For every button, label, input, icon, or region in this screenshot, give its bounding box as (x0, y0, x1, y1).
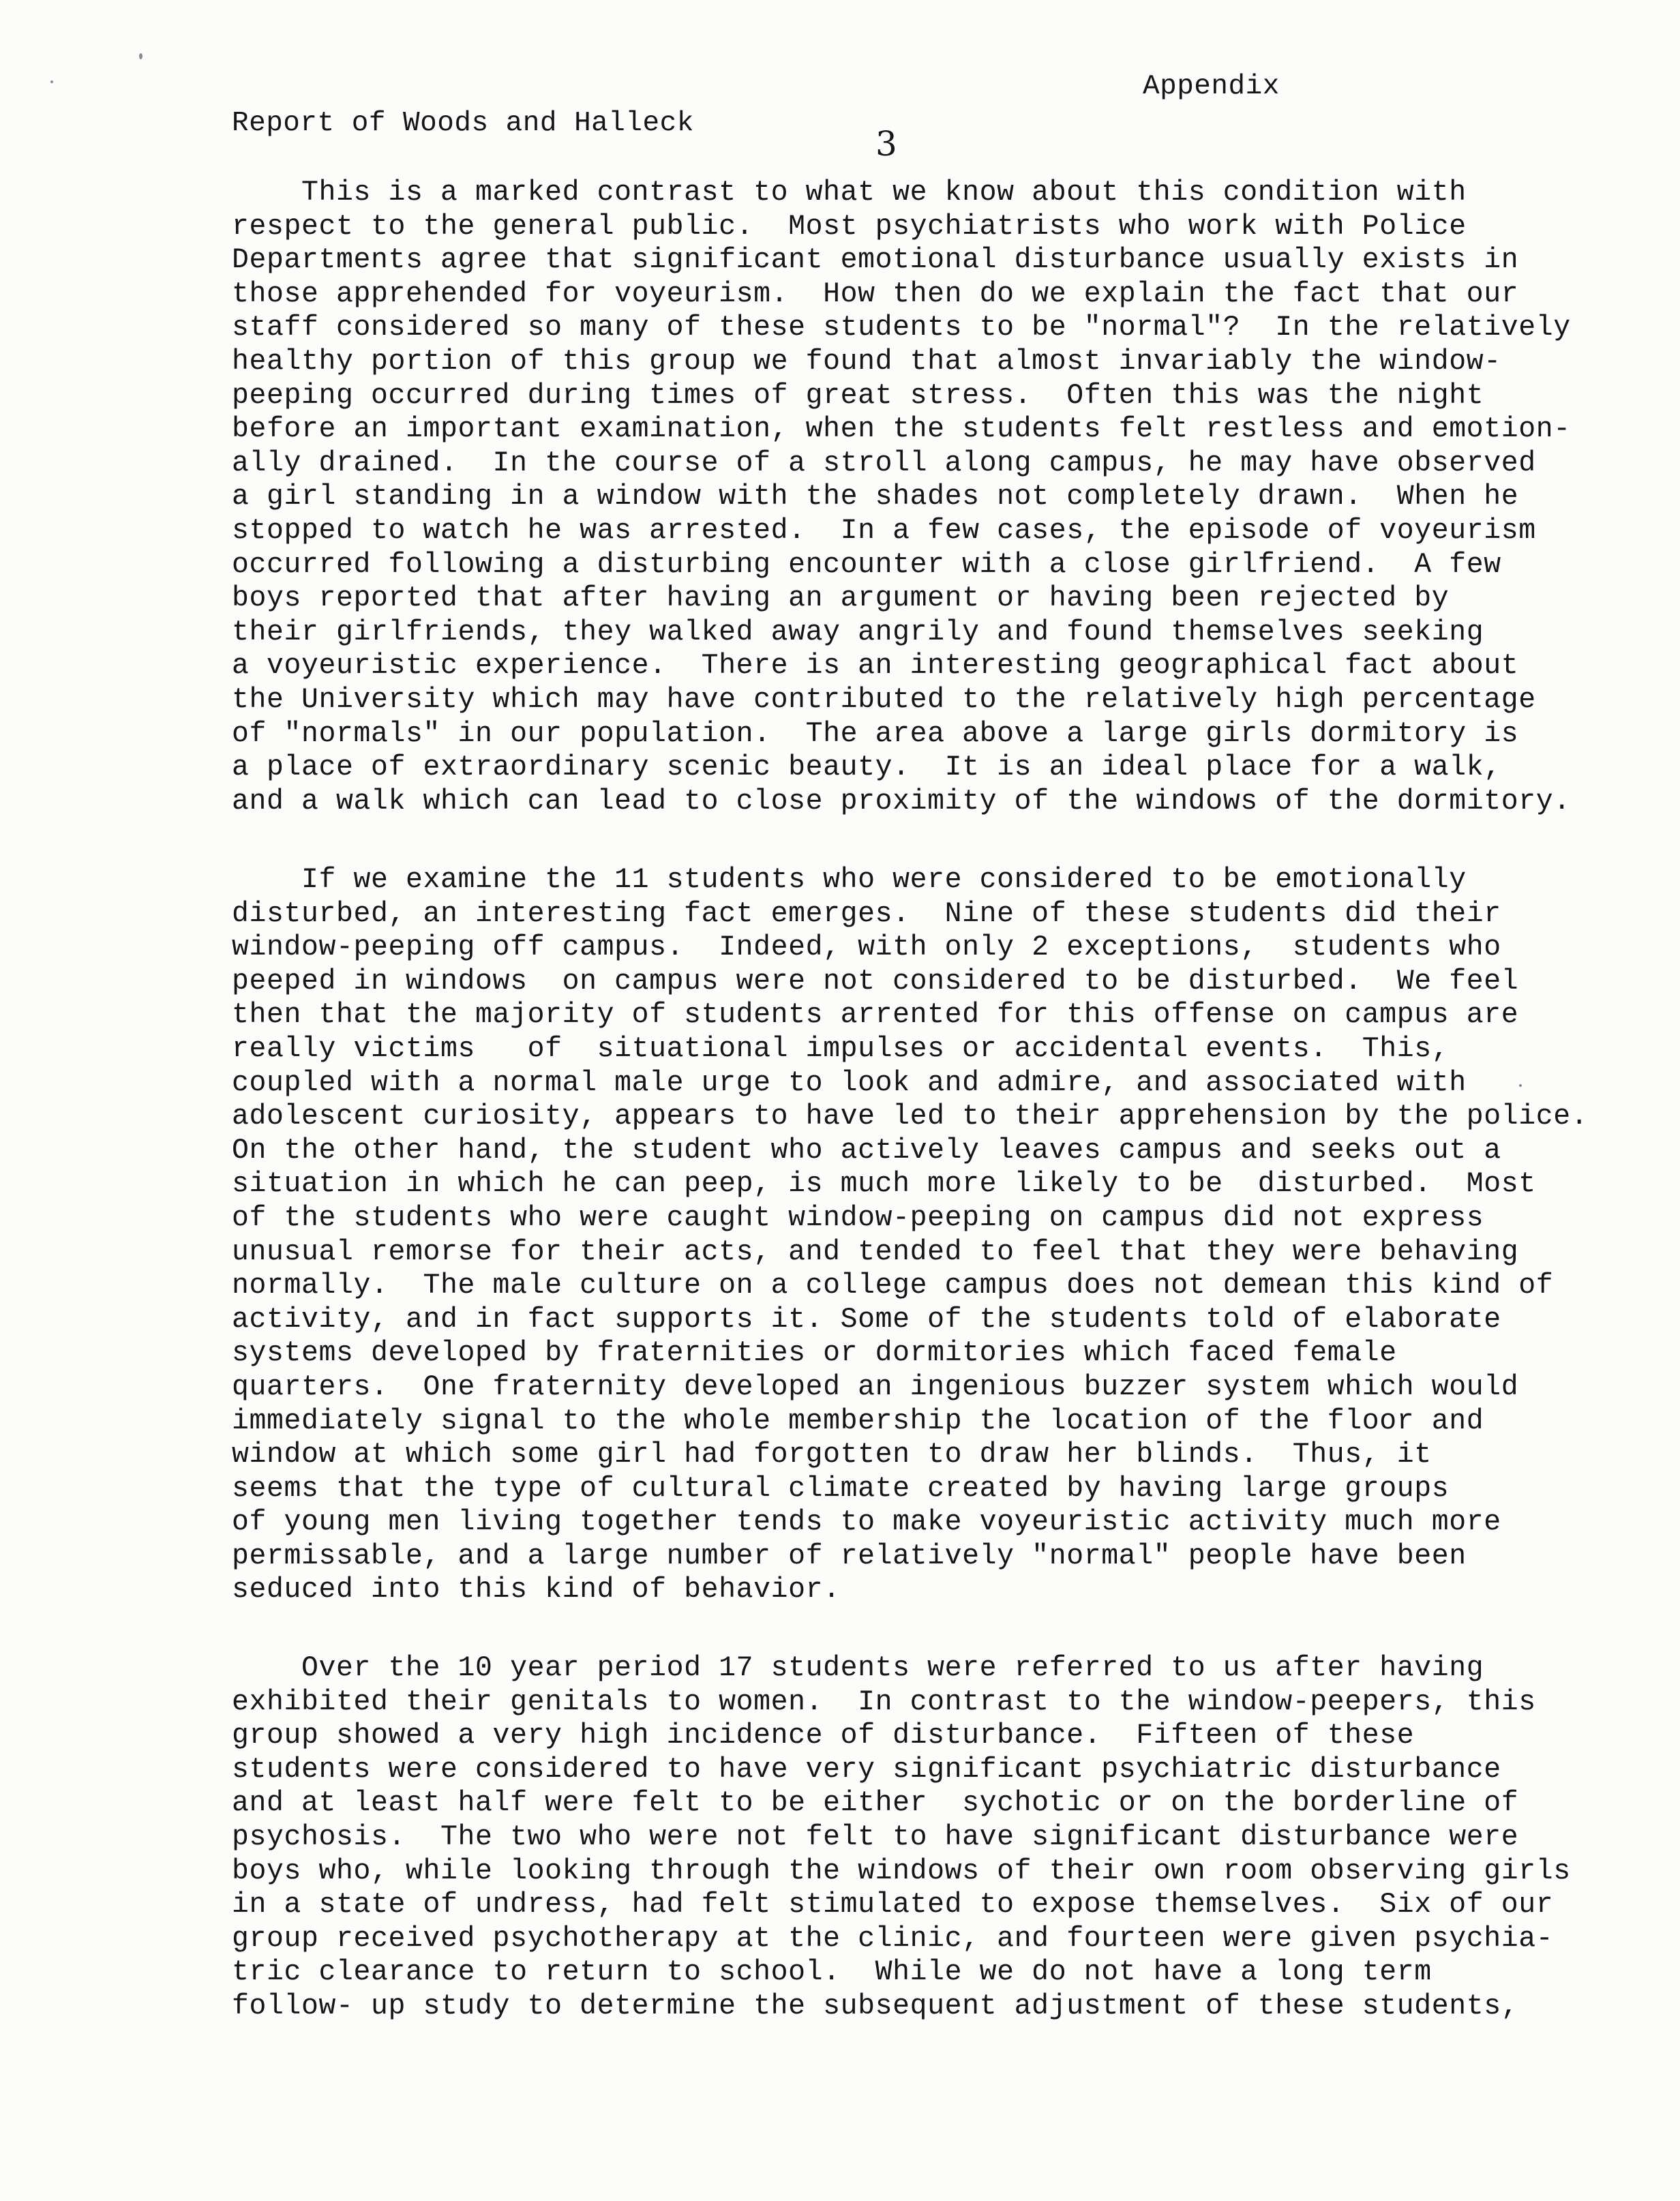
text-line: really victims of situational impulses or accidental events. This, (232, 1032, 1450, 1065)
paper-speck (139, 53, 142, 59)
text-line: permissable, and a large number of relatively "normal" people have been (232, 1540, 1467, 1572)
text-line: boys reported that after having an argument or having been rejected by (232, 582, 1450, 615)
text-line: occurred following a disturbing encounter with a close girlfriend. A few (232, 548, 1501, 581)
text-line: of young men living together tends to make voyeuristic activity much more (232, 1506, 1501, 1539)
text-line: a place of extraordinary scenic beauty. It is an ideal place for a walk, (232, 751, 1501, 784)
text-line: their girlfriends, they walked away angrily and found themselves seeking (232, 616, 1484, 648)
text-line: seduced into this kind of behavior. (232, 1574, 841, 1606)
text-line: normally. The male culture on a college campus does not demean this kind of (232, 1270, 1554, 1302)
text-line: in a state of undress, had felt stimulated to expose themselves. Six of our (232, 1889, 1554, 1921)
text-line: seems that the type of cultural climate created by having large groups (232, 1472, 1450, 1505)
text-line: group showed a very high incidence of disturbance. Fifteen of these (232, 1720, 1415, 1752)
text-line: a girl standing in a window with the shades not completely drawn. When he (232, 481, 1519, 513)
report-title: Report of Woods and Halleck (232, 108, 694, 139)
text-line: activity, and in fact supports it. Some of the students told of elaborate (232, 1303, 1501, 1336)
text-line: If we examine the 11 students who were considered to be emotionally (232, 864, 1467, 896)
text-line: before an important examination, when the students felt restless and emotion- (232, 413, 1571, 446)
text-line: and a walk which can lead to close proximity of the windows of the dormitory. (232, 785, 1571, 818)
text-line: those apprehended for voyeurism. How then do we explain the fact that our (232, 278, 1519, 310)
text-line: staff considered so many of these students to be "normal"? In the relatively (232, 312, 1571, 344)
page-number: 3 (875, 124, 897, 164)
text-line: healthy portion of this group we found that almost invariably the window- (232, 345, 1501, 378)
body-paragraph (232, 1651, 1571, 2024)
body-paragraph (232, 176, 1571, 818)
text-line: psychosis. The two who were not felt to have significant disturbance were (232, 1821, 1519, 1853)
text-line: coupled with a normal male urge to look and admire, and associated with (232, 1066, 1467, 1099)
text-line: situation in which he can peep, is much more likely to be disturbed. Most (232, 1168, 1536, 1201)
text-line: On the other hand, the student who actively leaves campus and seeks out a (232, 1134, 1501, 1167)
text-line: This is a marked contrast to what we know about this condition with (232, 177, 1467, 209)
text-line: window at which some girl had forgotten to draw her blinds. Thus, it (232, 1439, 1432, 1471)
text-line: the University which may have contributed to the relatively high percentage (232, 683, 1536, 716)
text-line: quarters. One fraternity developed an ingenious buzzer system which would (232, 1371, 1519, 1403)
text-line: systems developed by fraternities or dormitories which faced female (232, 1337, 1397, 1370)
text-line: adolescent curiosity, appears to have led to their apprehension by the police. (232, 1100, 1589, 1133)
text-line: immediately signal to the whole membership the location of the floor and (232, 1405, 1484, 1437)
text-line: Over the 10 year period 17 students were referred to us after having (232, 1652, 1484, 1684)
text-line: ally drained. In the course of a stroll along campus, he may have observed (232, 447, 1536, 479)
text-line: unusual remorse for their acts, and tended to feel that they were behaving (232, 1236, 1519, 1268)
text-line: window-peeping off campus. Indeed, with only 2 exceptions, students who (232, 931, 1501, 964)
text-line: boys who, while looking through the windows of their own room observing girls (232, 1855, 1571, 1887)
text-line: of "normals" in our population. The area above a large girls dormitory is (232, 717, 1519, 750)
text-line: a voyeuristic experience. There is an interesting geographical fact about (232, 650, 1519, 683)
text-line: respect to the general public. Most psychiatrists who work with Police (232, 210, 1467, 243)
text-line: follow- up study to determine the subsequent adjustment of these students, (232, 1990, 1519, 2022)
text-line: tric clearance to return to school. While we do not have a long term (232, 1956, 1432, 1989)
paper-speck (50, 80, 53, 83)
text-line: students were considered to have very significant psychiatric disturbance (232, 1753, 1501, 1786)
text-line: stopped to watch he was arrested. In a few cases, the episode of voyeurism (232, 514, 1536, 547)
text-line: group received psychotherapy at the clinic, and fourteen were given psychia- (232, 1922, 1554, 1955)
text-line: peeped in windows on campus were not considered to be disturbed. We feel (232, 965, 1519, 998)
appendix-label: Appendix (1143, 71, 1280, 102)
body-paragraph (232, 863, 1589, 1607)
text-line: and at least half were felt to be either sychotic or on the borderline of (232, 1787, 1519, 1820)
text-line: of the students who were caught window-peeping on campus did not express (232, 1201, 1484, 1234)
text-line: peeping occurred during times of great stress. Often this was the night (232, 379, 1484, 412)
text-line: disturbed, an interesting fact emerges. Nine of these students did their (232, 897, 1501, 930)
text-line: then that the majority of students arrented for this offense on campus are (232, 999, 1519, 1032)
text-line: Departments agree that significant emotional disturbance usually exists in (232, 244, 1519, 277)
text-line: exhibited their genitals to women. In contrast to the window-peepers, this (232, 1686, 1536, 1718)
